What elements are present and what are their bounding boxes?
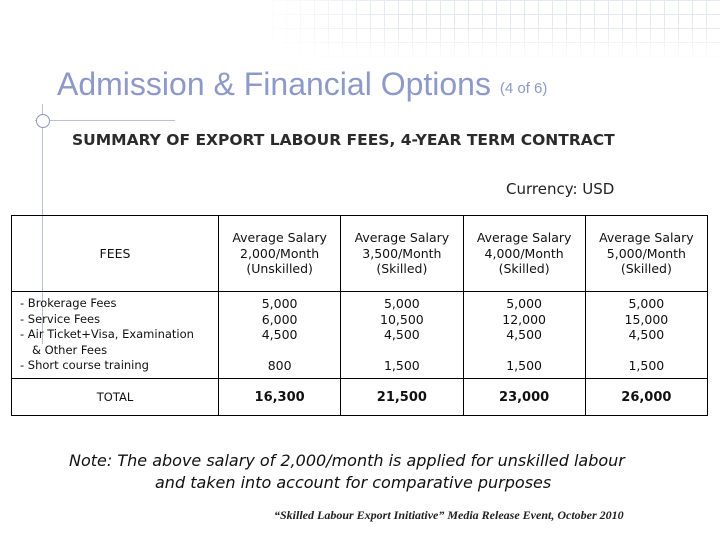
total-value: 23,000 bbox=[463, 379, 585, 416]
column-header-line2: 5,000/Month bbox=[606, 245, 686, 261]
fee-item-brokerage: - Brokerage Fees bbox=[20, 296, 117, 311]
decorative-grid-fade bbox=[258, 0, 720, 62]
value-air-ticket: 4,500 bbox=[506, 327, 543, 343]
value-air-ticket: 4,500 bbox=[383, 327, 420, 343]
column-header bbox=[463, 216, 585, 292]
fees-header: FEES bbox=[12, 216, 219, 292]
value-brokerage: 5,000 bbox=[506, 296, 543, 312]
column-header-line2: 4,000/Month bbox=[484, 245, 564, 261]
fee-item-air-ticket-cont bbox=[20, 343, 218, 359]
value-short-course: 1,500 bbox=[628, 358, 665, 374]
value-brokerage: 5,000 bbox=[383, 296, 420, 312]
value-short-course: 1,500 bbox=[383, 358, 420, 374]
column-header bbox=[585, 216, 707, 292]
column-header-line3: (Skilled) bbox=[620, 261, 672, 277]
fee-item-short-course: - Short course training bbox=[20, 358, 149, 373]
value-brokerage: 5,000 bbox=[628, 296, 665, 312]
value-short-course: 800 bbox=[267, 358, 292, 374]
note-line2: and taken into account for comparative purposes bbox=[155, 473, 552, 492]
value-service: 15,000 bbox=[624, 311, 669, 327]
total-label: TOTAL bbox=[12, 379, 219, 416]
note-line1: Note: The above salary of 2,000/month is applied for unskilled labour bbox=[69, 451, 625, 470]
fee-values-cell bbox=[585, 292, 707, 379]
table-row-fee-items bbox=[12, 292, 708, 379]
column-header-line1: Average Salary bbox=[476, 230, 572, 246]
column-header-line3: (Unskilled) bbox=[246, 261, 313, 277]
value-brokerage: 5,000 bbox=[261, 296, 298, 312]
fee-items-cell bbox=[12, 292, 219, 379]
fee-values-cell bbox=[463, 292, 585, 379]
column-header-line1: Average Salary bbox=[354, 230, 450, 246]
currency-label: Currency: USD bbox=[506, 180, 615, 198]
total-value: 21,500 bbox=[341, 379, 463, 416]
value-service: 6,000 bbox=[261, 311, 298, 327]
slide-title bbox=[57, 66, 547, 103]
note bbox=[69, 450, 709, 494]
slide-subtitle: SUMMARY OF EXPORT LABOUR FEES, 4-YEAR TERM CONTRACT bbox=[72, 131, 615, 149]
decorative-circle bbox=[36, 114, 50, 128]
column-header-line3: (Skilled) bbox=[376, 261, 428, 277]
slide-title-text: Admission & Financial Options bbox=[57, 66, 491, 102]
column-header-line1: Average Salary bbox=[599, 230, 694, 246]
value-service: 12,000 bbox=[502, 311, 546, 327]
column-header-line2: 3,500/Month bbox=[362, 245, 442, 261]
value-air-ticket: 4,500 bbox=[261, 327, 298, 343]
column-header bbox=[219, 216, 341, 292]
table-row-total bbox=[12, 379, 708, 416]
slide-title-suffix: (4 of 6) bbox=[499, 80, 548, 97]
fee-values-cell bbox=[341, 292, 463, 379]
footer-caption: “Skilled Labour Export Initiative” Media Release Event, October 2010 bbox=[274, 508, 624, 522]
column-header-line3: (Skilled) bbox=[498, 261, 550, 277]
fee-values-cell bbox=[219, 292, 341, 379]
column-header bbox=[341, 216, 463, 292]
fee-item-air-ticket: - Air Ticket+Visa, Examination bbox=[20, 327, 194, 342]
fee-item-air-ticket-cont-text: & Other Fees bbox=[32, 342, 108, 357]
total-value: 16,300 bbox=[219, 379, 341, 416]
value-service: 10,500 bbox=[380, 311, 424, 327]
fee-item-service: - Service Fees bbox=[20, 311, 101, 326]
value-air-ticket: 4,500 bbox=[628, 327, 665, 343]
value-short-course: 1,500 bbox=[506, 358, 543, 374]
column-header-line2: 2,000/Month bbox=[240, 245, 320, 261]
table-header-row bbox=[12, 216, 708, 292]
fees-table bbox=[11, 215, 708, 416]
column-header-line1: Average Salary bbox=[232, 230, 327, 246]
decorative-horizontal-line bbox=[35, 120, 175, 121]
total-value: 26,000 bbox=[585, 379, 707, 416]
